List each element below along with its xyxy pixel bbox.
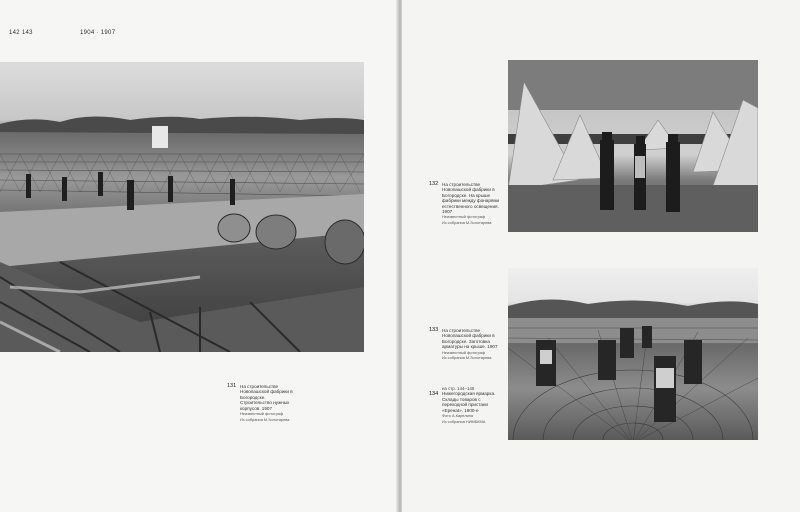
- caption-collection: Из собрания М.Золотарева: [442, 220, 492, 226]
- caption-title: Нижегородская ярмарка. Склады товаров с переходной пристани «Еренаt». 1900-е: [442, 391, 496, 413]
- caption-number: 132: [429, 181, 439, 187]
- photo-men-between-skylights: [508, 60, 758, 232]
- caption-collection: Из собрания М.Золотарева: [442, 355, 492, 361]
- photo-caption-132: [429, 181, 500, 226]
- page-reference: на стр. 144–145: [442, 386, 475, 391]
- photo-caption-133: [429, 327, 500, 361]
- caption-photographer: Неизвестный фотограф: [240, 411, 284, 417]
- caption-collection: Из собрания М.Золотарева: [240, 416, 290, 422]
- caption-title: На строительстве Новопашской фабрики в Богородске. Заготовка арматуры на крыше. 1907: [442, 328, 498, 350]
- right-page: [402, 0, 800, 512]
- caption-photographer: Фото А.Карелина: [442, 413, 474, 419]
- photo-construction-roof-frames: [0, 62, 364, 352]
- caption-number: 133: [429, 327, 439, 333]
- photo-caption-134: [429, 386, 500, 424]
- caption-photographer: Неизвестный фотограф: [442, 349, 486, 355]
- photo-caption-131: [227, 383, 298, 422]
- caption-photographer: Неизвестный фотограф: [442, 214, 486, 220]
- running-header-years: 1904 · 1907: [80, 30, 116, 36]
- left-page: [0, 0, 398, 512]
- page-numbers: 142 143: [9, 30, 33, 36]
- caption-title: На строительстве Новопашской фабрики в Богородске. Строительство нужных корпусов. 1907: [240, 384, 293, 411]
- caption-number: 134: [429, 391, 439, 397]
- photo-workers-rebar-roof: [508, 268, 758, 440]
- caption-collection: Из собрания НИМБКМА: [442, 418, 486, 424]
- caption-title: На строительстве Новопашской фабрики в Богородске. На крыше фабрики между фонарями естественного освещения. 1907: [442, 182, 500, 215]
- caption-number: 131: [227, 383, 237, 389]
